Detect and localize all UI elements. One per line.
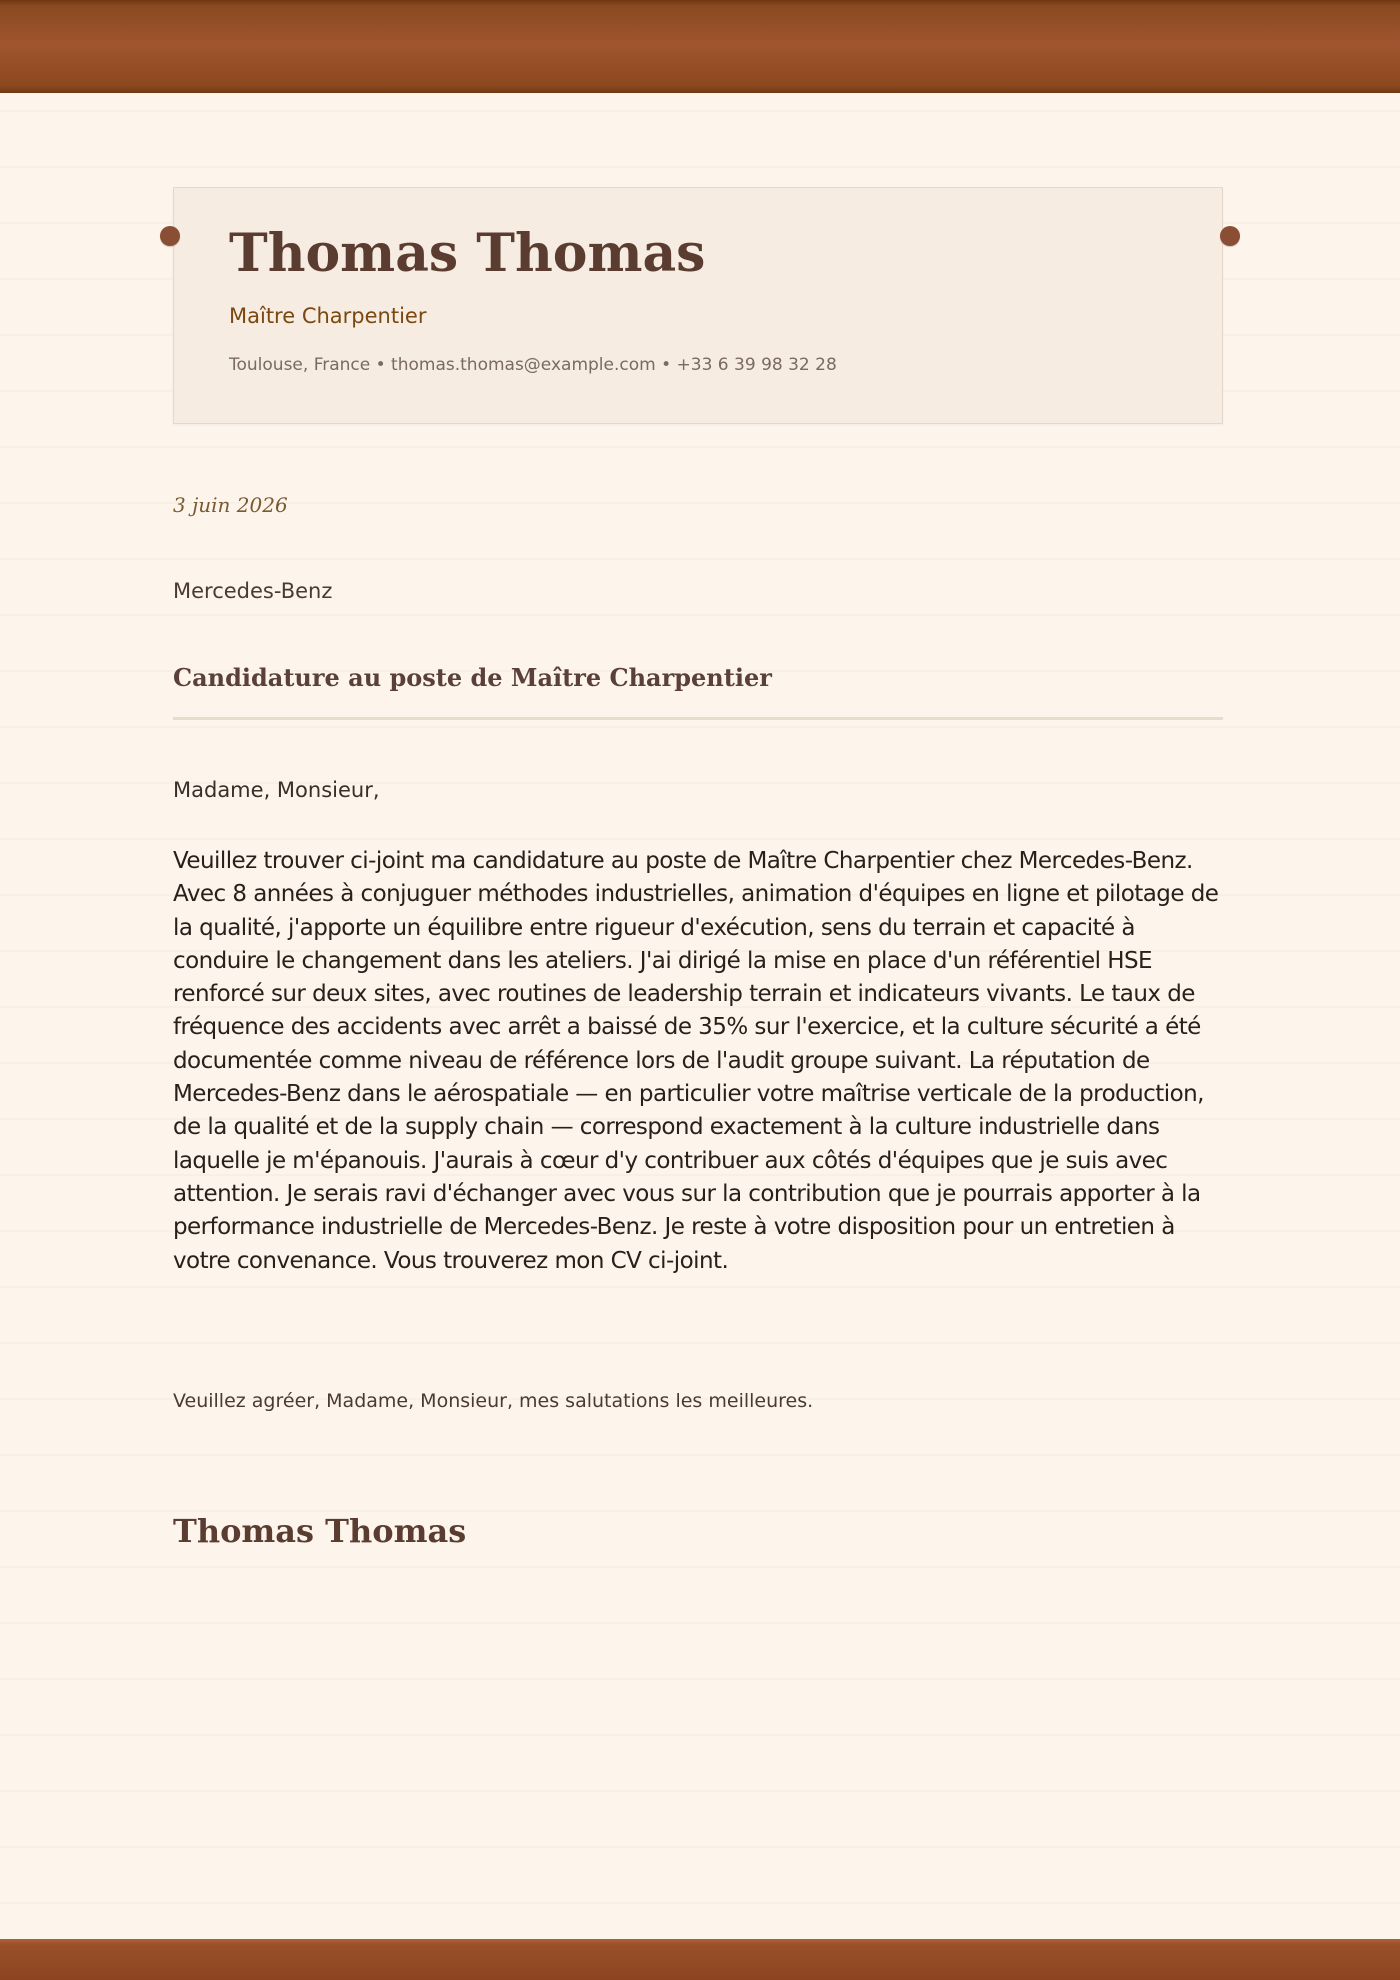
pin-right-icon	[1220, 226, 1240, 246]
subject-divider	[173, 717, 1223, 720]
letter-subject: Candidature au poste de Maître Charpentier	[173, 663, 772, 692]
applicant-name: Thomas Thomas	[229, 223, 706, 284]
signature: Thomas Thomas	[173, 1512, 467, 1550]
pin-left-icon	[160, 226, 180, 246]
applicant-role: Maître Charpentier	[229, 304, 427, 328]
letter-date: 3 juin 2026	[173, 493, 288, 517]
closing-formula: Veuillez agréer, Madame, Monsieur, mes salutations les meilleures.	[173, 1390, 814, 1412]
header-card	[173, 187, 1223, 424]
bottom-decorative-band	[0, 1939, 1400, 1980]
letter-body: Veuillez trouver ci-joint ma candidature au poste de Maître Charpentier chez Mercedes-Benz. Avec 8 années à conjuguer méthodes industrielles, animation d'équipes en ligne et pilotage de la qualité, j'apporte un équilibre entre rigueur d'exécution, sens du terrain et capacité à conduire le changement dans les ateliers. J'ai dirigé la mise en place d'un référentiel HSE renforcé sur deux sites, avec routines de leadership terrain et indicateurs vivants. Le taux de fréquence des accidents avec arrêt a baissé de 35% sur l'exercice, et la culture sécurité a été documentée comme niveau de référence lors de l'audit groupe suivant. La réputation de Mercedes-Benz dans le aérospatiale — en particulier votre maîtrise verticale de la production, de la qualité et de la supply chain — correspond exactement à la culture industrielle dans laquelle je m'épanouis. J'aurais à cœur d'y contribuer aux côtés d'équipes que je suis avec attention. Je serais ravi d'échanger avec vous sur la contribution que je pourrais apporter à la performance industrielle de Mercedes-Benz. Je reste à votre disposition pour un entretien à votre convenance. Vous trouverez mon CV ci-joint.	[173, 848, 1219, 1274]
recipient: Mercedes-Benz	[173, 579, 333, 603]
greeting: Madame, Monsieur,	[173, 778, 380, 802]
top-decorative-band	[0, 0, 1400, 93]
contact-info: Toulouse, France • thomas.thomas@example.com • +33 6 39 98 32 28	[229, 355, 837, 375]
